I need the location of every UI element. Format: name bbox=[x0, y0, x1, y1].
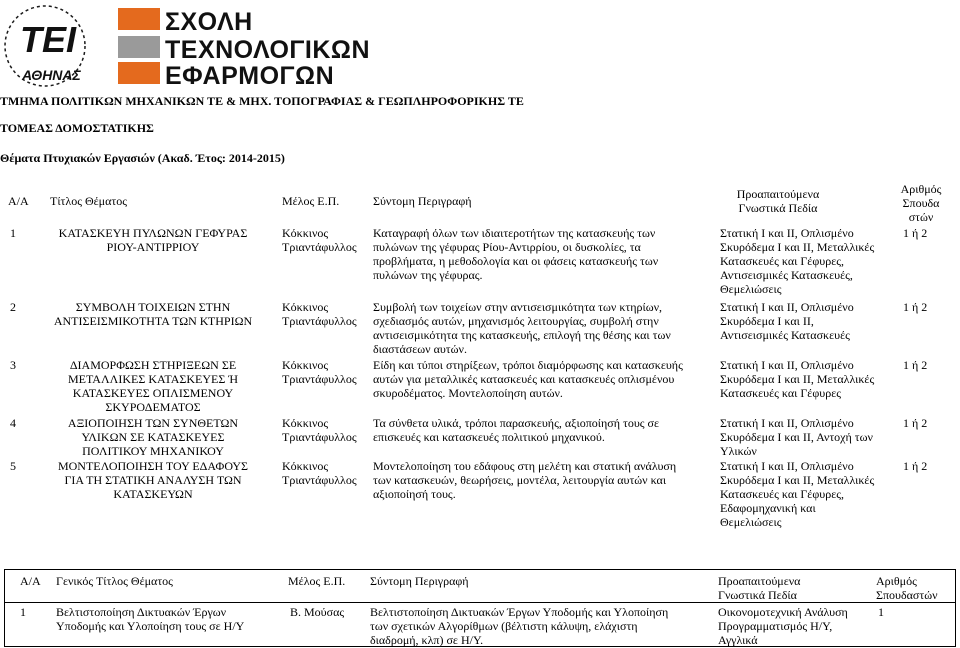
row-title-line: ΔΙΑΜΟΡΦΩΣΗ ΣΤΗΡΙΞΕΩΝ ΣΕ bbox=[69, 358, 237, 372]
header-member: Μέλος Ε.Π. bbox=[288, 574, 346, 588]
row-member bbox=[282, 226, 357, 254]
row-prerequisites-line: Σκυρόδεμα Ι και ΙΙ, Αντοχή των bbox=[720, 430, 873, 444]
school-name-line2: ΤΕΧΝΟΛΟΓΙΚΩΝ bbox=[165, 36, 371, 64]
row-description-line: διαδρομή, κλπ) σε Η/Υ. bbox=[370, 633, 484, 647]
header-students-line3: στών bbox=[908, 210, 934, 224]
header-students-line1: Αριθμός bbox=[876, 574, 917, 588]
row-prerequisites-line: Κατασκευές και Γέφυρες bbox=[720, 386, 841, 400]
header-students-line1: Αριθμός bbox=[900, 182, 942, 196]
svg-text:ΑΘΗΝΑΣ: ΑΘΗΝΑΣ bbox=[22, 67, 81, 83]
row-description bbox=[373, 300, 671, 356]
row-member-line: Τριαντάφυλλος bbox=[282, 473, 357, 487]
row-member bbox=[282, 358, 357, 386]
row-prerequisites-line: Σκυρόδεμα Ι και ΙΙ, Μεταλλικές bbox=[720, 473, 875, 487]
row-prerequisites-line: Εδαφομηχανική και bbox=[720, 501, 816, 515]
row-description-line: Βελτιστοποίηση Δικτυακών Έργων Υποδομής και Υλοποίηση bbox=[370, 605, 669, 619]
row-prerequisites-line: Στατική Ι και ΙΙ, Οπλισμένο bbox=[720, 416, 854, 430]
row-aa: 4 bbox=[10, 416, 16, 430]
header-member: Μέλος Ε.Π. bbox=[282, 194, 340, 208]
row-students: 1 ή 2 bbox=[903, 300, 928, 314]
header-description: Σύντομη Περιγραφή bbox=[370, 574, 469, 588]
row-prerequisites bbox=[720, 226, 874, 296]
row-member-line: Κόκκινος bbox=[282, 459, 329, 473]
row-prerequisites-line: Οικονομοτεχνική Ανάλυση bbox=[718, 605, 848, 619]
row-title-line: Υποδομής και Υλοποίηση τους σε Η/Υ bbox=[56, 619, 245, 633]
row-title-line: Βελτιστοποίηση Δικτυακών Έργων bbox=[56, 605, 227, 619]
header-students bbox=[876, 574, 938, 602]
row-member bbox=[282, 300, 357, 328]
row-member: Β. Μούσας bbox=[290, 605, 345, 619]
row-prerequisites-line: Θεμελιώσεις bbox=[720, 282, 782, 296]
row-prerequisites-line: Αντισεισμικές Κατασκευές, bbox=[720, 268, 853, 282]
row-prerequisites-line: Σκυρόδεμα Ι και ΙΙ, Μεταλλικές bbox=[720, 372, 875, 386]
row-description-line: σχεδιασμός αυτών, μηχανισμός λειτουργίας, συμβολή στην bbox=[373, 314, 659, 328]
row-prerequisites bbox=[720, 358, 874, 400]
row-aa: 1 bbox=[20, 605, 26, 619]
row-prerequisites-line: Θεμελιώσεις bbox=[720, 515, 782, 529]
school-logo bbox=[0, 0, 371, 90]
row-description bbox=[373, 358, 683, 400]
row-member-line: Κόκκινος bbox=[282, 226, 329, 240]
row-prerequisites-line: Στατική Ι και ΙΙ, Οπλισμένο bbox=[720, 300, 854, 314]
header-title: Τίτλος Θέματος bbox=[50, 194, 127, 208]
row-description-line: αξιοποίησή τους. bbox=[373, 487, 456, 501]
table-divider bbox=[4, 602, 956, 603]
header-students bbox=[888, 182, 954, 224]
row-title-line: ΣΚΥΡΟΔΕΜΑΤΟΣ bbox=[105, 400, 201, 414]
row-member-line: Τριαντάφυλλος bbox=[282, 430, 357, 444]
row-title bbox=[44, 416, 262, 458]
row-title-line: ΜΕΤΑΛΛΙΚΕΣ ΚΑΤΑΣΚΕΥΕΣ Ή bbox=[67, 372, 239, 386]
row-description bbox=[373, 416, 659, 444]
row-title-line: ΠΟΛΙΤΙΚΟΥ ΜΗΧΑΝΙΚΟΥ bbox=[82, 444, 224, 458]
header-description: Σύντομη Περιγραφή bbox=[373, 194, 472, 208]
row-title bbox=[44, 358, 262, 414]
row-description-line: των κατασκευών, θεωρήσεις, μοντέλα, λειτουργία αυτών και bbox=[373, 473, 667, 487]
row-prerequisites bbox=[720, 459, 874, 529]
row-students: 1 ή 2 bbox=[903, 226, 928, 240]
row-description-line: των σχετικών Αλγορίθμων (βέλτιστη κάλυψη, ελάχιστη bbox=[370, 619, 638, 633]
row-prerequisites-line: Σκυρόδεμα Ι και ΙΙ, Μεταλλικές bbox=[720, 240, 875, 254]
row-description-line: Καταγραφή όλων των ιδιαιτεροτήτων της κατασκευής των bbox=[373, 226, 656, 240]
table-border bbox=[955, 569, 956, 647]
row-member-line: Κόκκινος bbox=[282, 300, 329, 314]
row-title bbox=[44, 226, 262, 254]
header-prerequisites-line1: Προαπαιτούμενα bbox=[718, 574, 801, 588]
header-students-line2: Σπουδα bbox=[902, 196, 940, 210]
row-title-line: ΡΙΟΥ-ΑΝΤΙΡΡΙΟΥ bbox=[106, 240, 200, 254]
row-title-line: ΜΟΝΤΕΛΟΠΟΙΗΣΗ ΤΟΥ ΕΔΑΦΟΥΣ bbox=[57, 459, 249, 473]
row-title bbox=[44, 459, 262, 501]
topics-heading: Θέματα Πτυχιακών Εργασιών (Ακαδ. Έτος: 2014-2015) bbox=[0, 151, 285, 165]
row-member bbox=[282, 459, 357, 487]
row-title-line: ΓΙΑ ΤΗ ΣΤΑΤΙΚΗ ΑΝΑΛΥΣΗ ΤΩΝ bbox=[64, 473, 242, 487]
row-title-line: ΥΛΙΚΩΝ ΣΕ ΚΑΤΑΣΚΕΥΕΣ bbox=[81, 430, 225, 444]
row-member-line: Τριαντάφυλλος bbox=[282, 240, 357, 254]
department-heading: ΤΜΗΜΑ ΠΟΛΙΤΙΚΩΝ ΜΗΧΑΝΙΚΩΝ ΤΕ & ΜΗΧ. ΤΟΠΟΓΡΑΦΙΑΣ & ΓΕΩΠΛΗΡΟΦΟΡΙΚΗΣ ΤΕ bbox=[0, 94, 524, 108]
row-title bbox=[44, 300, 262, 328]
header-aa: Α/Α bbox=[20, 574, 41, 588]
header-general-title: Γενικός Τίτλος Θέματος bbox=[56, 574, 173, 588]
row-description-line: αυτών για μεταλλικές κατασκευές και κατασκευές οπλισμένου bbox=[373, 372, 675, 386]
row-member-line: Τριαντάφυλλος bbox=[282, 314, 357, 328]
row-description bbox=[370, 605, 668, 647]
row-students: 1 ή 2 bbox=[903, 459, 928, 473]
row-prerequisites bbox=[720, 300, 854, 342]
row-description bbox=[373, 226, 658, 282]
row-description-line: πυλώνων της γέφυρας Ρίου-Αντιρρίου, οι δυσκολίες, τα bbox=[373, 240, 641, 254]
header-aa: Α/Α bbox=[8, 194, 29, 208]
row-member-line: Κόκκινος bbox=[282, 416, 329, 430]
row-prerequisites-line: Σκυρόδεμα Ι και ΙΙ, bbox=[720, 314, 814, 328]
header-prerequisites bbox=[718, 574, 800, 602]
row-prerequisites-line: Προγραμματισμός Η/Υ, bbox=[718, 619, 833, 633]
row-aa: 3 bbox=[10, 358, 16, 372]
school-name-line3: ΕΦΑΡΜΟΓΩΝ bbox=[165, 62, 335, 90]
row-prerequisites-line: Αγγλικά bbox=[718, 633, 758, 647]
svg-text:TEI: TEI bbox=[20, 19, 77, 60]
header-prerequisites-line2: Γνωστικά Πεδία bbox=[738, 201, 818, 215]
row-prerequisites-line: Στατική Ι και ΙΙ, Οπλισμένο bbox=[720, 226, 854, 240]
row-title-line: ΚΑΤΑΣΚΕΥΕΣ ΟΠΛΙΣΜΕΝΟΥ bbox=[72, 386, 234, 400]
tei-emblem-icon bbox=[0, 0, 160, 92]
header-prerequisites bbox=[708, 187, 848, 215]
row-member-line: Κόκκινος bbox=[282, 358, 329, 372]
row-title-line: ΑΞΙΟΠΟΙΗΣΗ ΤΩΝ ΣΥΝΘΕΤΩΝ bbox=[67, 416, 239, 430]
row-description-line: αντισεισμικότητα της κατασκευής, επιλογή της θέσης και των bbox=[373, 328, 671, 342]
row-description-line: προβλήματα, η μεθοδολογία και οι φάσεις κατασκευής των bbox=[373, 254, 659, 268]
row-aa: 1 bbox=[10, 226, 16, 240]
row-title bbox=[56, 605, 244, 633]
row-description-line: Μοντελοποίηση του εδάφους στη μελέτη και στατική ανάλυση bbox=[373, 459, 677, 473]
row-students: 1 bbox=[878, 605, 884, 619]
row-member-line: Τριαντάφυλλος bbox=[282, 372, 357, 386]
row-member bbox=[282, 416, 357, 444]
row-aa: 5 bbox=[10, 459, 16, 473]
row-prerequisites bbox=[718, 605, 848, 647]
row-description-line: Είδη και τύποι στηρίξεων, τρόποι διαμόρφωσης και κατασκευής bbox=[373, 358, 683, 372]
row-description-line: Τα σύνθετα υλικά, τρόποι παρασκευής, αξιοποίησή τους σε bbox=[373, 416, 660, 430]
row-prerequisites-line: Κατασκευές και Γέφυρες, bbox=[720, 487, 844, 501]
row-aa: 2 bbox=[10, 300, 16, 314]
header-prerequisites-line2: Γνωστικά Πεδία bbox=[718, 588, 797, 602]
row-description-line: Συμβολή των τοιχείων στην αντισεισμικότητα των κτηρίων, bbox=[373, 300, 663, 314]
row-prerequisites-line: Υλικών bbox=[720, 444, 757, 458]
table-border bbox=[4, 569, 956, 570]
row-prerequisites-line: Στατική Ι και ΙΙ, Οπλισμένο bbox=[720, 459, 854, 473]
table-border bbox=[4, 569, 5, 647]
row-description bbox=[373, 459, 676, 501]
header-students-line2: Σπουδαστών bbox=[876, 588, 938, 602]
row-students: 1 ή 2 bbox=[903, 416, 928, 430]
row-description-line: διαστάσεων αυτών. bbox=[373, 342, 467, 356]
row-description-line: σκυροδέματος. Μοντελοποίηση αυτών. bbox=[373, 386, 563, 400]
row-title-line: ΑΝΤΙΣΕΙΣΜΙΚΟΤΗΤΑ ΤΩΝ ΚΤΗΡΙΩΝ bbox=[53, 314, 253, 328]
row-prerequisites-line: Στατική Ι και ΙΙ, Οπλισμένο bbox=[720, 358, 854, 372]
row-title-line: ΣΥΜΒΟΛΗ ΤΟΙΧΕΙΩΝ ΣΤΗΝ bbox=[75, 300, 231, 314]
school-name-line1: ΣΧΟΛΗ bbox=[165, 8, 253, 36]
header-prerequisites-line1: Προαπαιτούμενα bbox=[736, 187, 820, 201]
row-title-line: ΚΑΤΑΣΚΕΥΩΝ bbox=[113, 487, 193, 501]
sector-heading: ΤΟΜΕΑΣ ΔΟΜΟΣΤΑΤΙΚΗΣ bbox=[0, 121, 154, 135]
row-prerequisites bbox=[720, 416, 873, 458]
row-prerequisites-line: Αντισεισμικές Κατασκευές bbox=[720, 328, 850, 342]
row-title-line: ΚΑΤΑΣΚΕΥΗ ΠΥΛΩΝΩΝ ΓΕΦΥΡΑΣ bbox=[58, 226, 248, 240]
row-students: 1 ή 2 bbox=[903, 358, 928, 372]
row-description-line: πυλώνων της γέφυρας. bbox=[373, 268, 483, 282]
row-prerequisites-line: Κατασκευές και Γέφυρες, bbox=[720, 254, 844, 268]
row-description-line: επισκευές και κατασκευές πολιτικού μηχανικού. bbox=[373, 430, 605, 444]
